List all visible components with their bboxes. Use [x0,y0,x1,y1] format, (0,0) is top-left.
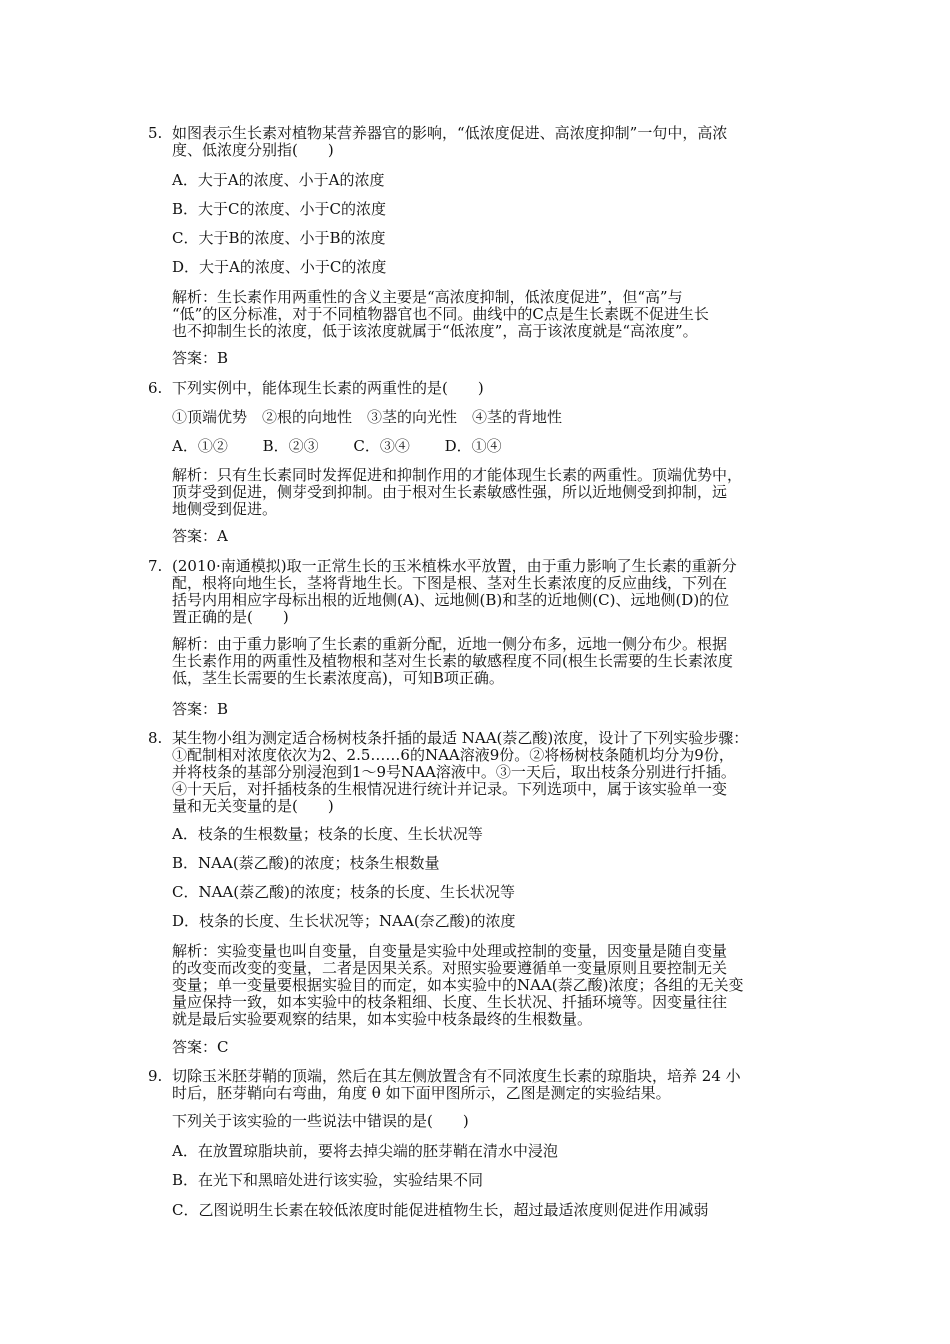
option-b: B．NAA(萘乙酸)的浓度；枝条生根数量 [172,854,440,872]
answer: 答案：A [172,527,228,545]
question-number: 7. [148,557,163,575]
stem-line: 配，根将向地生长，茎将背地生长。下图是根、茎对生长素浓度的反应曲线，下列在 [172,574,728,592]
analysis-line: “低”的区分标准，对于不同植物器官也不同。曲线中的C点是生长素既不促进生长 [172,305,709,323]
analysis-line: 地侧受到促进。 [172,500,278,518]
answer: 答案：C [172,1038,229,1056]
analysis-line: 就是最后实验要观察的结果，如本实验中枝条最终的生根数量。 [172,1010,593,1028]
analysis [172,943,812,1028]
stem-line: 并将枝条的基部分别浸泡到1～9号NAA溶液中。③一天后，取出枝条分别进行扦插。 [172,763,736,781]
stem-line: ①配制相对浓度依次为2、2.5……6的NAA溶液9份。②将杨树枝条随机均分为9份， [172,746,734,764]
question-number: 5. [148,124,163,142]
option-c: C．NAA(萘乙酸)的浓度；枝条的长度、生长状况等 [172,883,515,901]
analysis-line: 生长素作用的两重性及植物根和茎对生长素的敏感程度不同(根生长需要的生长素浓度 [172,652,733,670]
question-stem [172,730,812,815]
question-7 [148,557,818,626]
stem-line: 时后，胚芽鞘向右弯曲，角度 θ 如下面甲图所示，乙图是测定的实验结果。 [172,1084,671,1102]
option-d: D．大于A的浓度、小于C的浓度 [172,258,387,276]
option-c: C．大于B的浓度、小于B的浓度 [172,229,386,247]
analysis-line: 解析：生长素作用两重性的含义主要是“高浓度抑制，低浓度促进”，但“高”与 [172,288,683,306]
analysis-line: 也不抑制生长的浓度，低于该浓度就属于“低浓度”，高于该浓度就是“高浓度”。 [172,322,698,340]
question-stem [172,558,812,626]
question-5 [148,124,818,159]
analysis-line: 解析：实验变量也叫自变量，自变量是实验中处理或控制的变量，因变量是随自变量 [172,942,728,960]
stem-line: 切除玉米胚芽鞘的顶端，然后在其左侧放置含有不同浓度生长素的琼脂块，培养 24 小 [172,1067,741,1085]
question-number: 9. [148,1067,163,1085]
sub-question: 下列关于该实验的一些说法中错误的是( ) [172,1112,469,1130]
answer: 答案：B [172,700,229,718]
analysis-line: 解析：由于重力影响了生长素的重新分配，近地一侧分布多，远地一侧分布少。根据 [172,635,728,653]
option-a: A．枝条的生根数量；枝条的长度、生长状况等 [172,825,483,843]
stem-line: 括号内用相应字母标出根的近地侧(A)、远地侧(B)和茎的近地侧(C)、远地侧(D)的位 [172,591,730,609]
analysis-line: 变量；单一变量要根据实验目的而定，如本实验中的NAA(萘乙酸)浓度；各组的无关变 [172,976,744,994]
option-b: B．大于C的浓度、小于C的浓度 [172,200,386,218]
analysis [172,467,812,518]
question-6 [148,380,818,397]
option-c: C．乙图说明生长素在较低浓度时能促进植物生长，超过最适浓度则促进作用减弱 [172,1201,709,1219]
analysis-line: 低，茎生长需要的生长素浓度高)，可知B项正确。 [172,669,504,687]
question-stem [172,380,812,397]
stem-line: 下列实例中，能体现生长素的两重性的是( ) [172,379,484,397]
stem-line: 度、低浓度分别指( ) [172,141,334,159]
stem-line: ④十天后，对扦插枝条的生根情况进行统计并记录。下列选项中，属于该实验单一变 [172,780,728,798]
options-row: A．①② B．②③ C．③④ D．①④ [172,437,502,455]
stem-line: 如图表示生长素对植物某营养器官的影响，“低浓度促进、高浓度抑制”一句中，高浓 [172,124,728,142]
analysis-line: 量应保持一致，如本实验中的枝条粗细、长度、生长状况、扦插环境等。因变量往往 [172,993,728,1011]
stem-line: (2010·南通模拟)取一正常生长的玉米植株水平放置，由于重力影响了生长素的重新分 [172,557,737,575]
option-a: A．在放置琼脂块前，要将去掉尖端的胚芽鞘在清水中浸泡 [172,1142,558,1160]
analysis [172,289,812,340]
question-8 [148,729,818,815]
question-stem [172,1068,812,1102]
analysis-line: 顶芽受到促进，侧芽受到抑制。由于根对生长素敏感性强，所以近地侧受到抑制，远 [172,483,728,501]
stem-line: 量和无关变量的是( ) [172,797,334,815]
answer: 答案：B [172,349,229,367]
option-a: A．大于A的浓度、小于A的浓度 [172,171,385,189]
analysis-line: 解析：只有生长素同时发挥促进和抑制作用的才能体现生长素的两重性。顶端优势中， [172,466,743,484]
stem-line: 置正确的是( ) [172,608,289,626]
analysis [172,636,812,687]
stem-line: 某生物小组为测定适合杨树枝条扦插的最适 NAA(萘乙酸)浓度，设计了下列实验步骤： [172,729,749,747]
option-d: D．枝条的长度、生长状况等；NAA(奈乙酸)的浓度 [172,912,516,930]
option-b: B．在光下和黑暗处进行该实验，实验结果不同 [172,1171,484,1189]
items-list: ①顶端优势 ②根的向地性 ③茎的向光性 ④茎的背地性 [172,408,563,426]
question-9 [148,1067,818,1102]
analysis-line: 的改变而改变的变量，二者是因果关系。对照实验要遵循单一变量原则且要控制无关 [172,959,728,977]
question-number: 8. [148,729,163,747]
question-number: 6. [148,379,163,397]
question-stem [172,125,812,159]
